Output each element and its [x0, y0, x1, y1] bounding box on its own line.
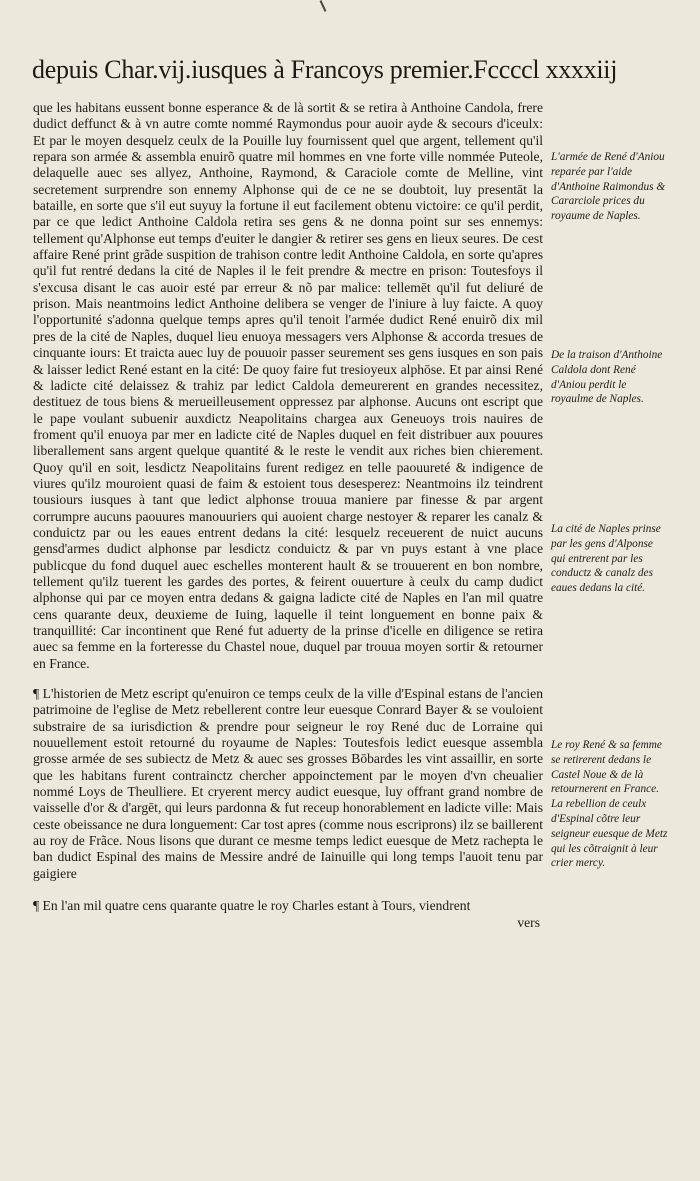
main-text-column	[33, 100, 543, 931]
margin-mark	[320, 0, 327, 12]
side-note: Le roy René & sa femme se retirerent dedans le Castel Noue & de là retournerent en France. La rebellion de ceulx d'Espinal cõtre leur seigneur euesque de Metz qui les cõtraignit à leur crier mercy.	[551, 739, 668, 870]
catchword: vers	[517, 914, 540, 930]
paragraph: que les habitans eussent bonne esperance & de là sortit & se retira à Anthoine Candola, frere dudict deffunct & à vn autre comte nommé Raymondus pour auoir ayde & secours d'iceulx: Et par le moyen desquelz ceulx de la Pouille luy fournissent quel que argent, tellement qu'il repara son armée & assembla enuirõ quatre mil hommes en vne forte ville nommée Puteole, delaquelle auec ses allyez, Anthoine, Raymond, & Caraciole comte de Melline, vint secretement surprendre son ennemy Alphonse qui de ce ne se doubtoit, luy presentāt la bataille, en sorte que s'il eut suyuy la fortune il eut facilement obtenu victoire: ce qu'il perdit, par ce que ledict Anthoine Caldola retira ses gens & ne donna point sur ses ennemys: tellement qu'Alphonse eut temps d'euiter le dangier & retirer ses gens en lieux seures. De cest affaire René print grãde suspition de trahison contre ledit Anthoine Caldola, en sorte qu'apres qu'il fut rentré dedans la cité de Naples il le feit prendre & mectre en prison: Toutesfoys il s'excusa disant le cas auoir esté par erreur & nõ par malice: tellemēt qu'il fut deliuré de prison. Mais neantmoins ledict Anthoine delibera se venger de l'iniure à luy faicte. A quoy l'opportunité s'adonna quelque temps apres qu'il tenoit l'armée dudict René enuirõ dix mil pres de la cité de Naples, duquel lieu enuoya messagers vers Alphonse & accorda tresues de cinquante iours: Et traicta auec luy de pouuoir passer seurement ses gens iusques en son pais & laisser ledict René estant en la cité: De quoy faire fut tresioyeux alphōse. Et par ainsi René & ladicte cité delaissez & trahiz par ledict Caldola demeurerent en grandes necessitez, destituez de tous biens & merueilleusement oppressez par alphonse. Aucuns ont escript que le pape voulant subuenir auxdictz Neapolitains chargea aux Geneuoys trois nauires de froment qu'il enuoya par mer en ladicte cité de Naples duquel en feit distribuer aux pouures liberallement sans argent quelque quantité & le reste le vendit aux riches bien chierement. Quoy qu'il en soit, lesdictz Neapolitains furent redigez en telle paouureté & indigence de viures qu'ilz mouroient quasi de faim & estoient tous desesperez: Neantmoins ilz teindrent tousiours iusques à tant que ledict alphonse trouua maniere par finesse & par argent corrumpre aucuns paouures manouuriers qui auoient charge nestoyer & reparer les canalz & conduictz par ou les eaues entrent dedans la cité: lesquelz receuerent de nuict aucuns gensd'armes dudict alphonse par lesdictz conduictz & par vn puys estant à vne place publicque du fond duquel auec eschelles monterent hault & se trouuerent en bon nombre, tellement qu'ilz tuerent les gardes des portes, & feirent ouuerture à ceulx du camp dudict alphonse qui par ce moyen entra dedans & gaigna ladicte cité de Naples en l'an mil quatre cens quarante deux, deuxieme de Iuing, laquelle il teint longuement en bonne paix & tranquillité: Car incontinent que René fut aduerty de la prinse d'icelle en diligence se retira auec sa femme en la forteresse du Chastel noue, duquel par trouua moyen sortir & retourner en France.	[33, 100, 543, 671]
side-note: L'armée de René d'Aniou reparée par l'aide d'Anthoine Raimondus & Cararciole prices du royaume de Naples.	[551, 151, 666, 223]
side-note: La cité de Naples prinse par les gens d'Alponse qui entrerent par les conductz & canalz des eaues dedans la cité.	[551, 523, 661, 595]
running-head: depuis Char.vij.iusques à Francoys premier.Fccccl xxxxiij	[32, 55, 618, 84]
paragraph: ¶ L'historien de Metz escript qu'enuiron ce temps ceulx de la ville d'Espinal estans de l'ancien patrimoine de l'eglise de Metz rebellerent contre leur euesque Conrard Bayer & se vouloient substraire de sa iurisdiction & prendre pour seigneur le roy René duc de Lorraine qui nouuellement estoit retourné du royaume de Naples: Toutesfois ledict euesque assembla grosse armée de ses subiectz de Metz & auec ses grosses Bōbardes les vint assaillir, en sorte que les habitans furent contrainctz chercher appoinctement par le moyen d'vn cheualier nommé Loys de Theulliere. Et cryerent mercy audict euesque, luy offrant grand nombre de vaisselle d'or & d'argēt, qui leurs pardonna & fut receup honorablement en ladicte ville: Mais ceste obeissance ne dura longuement: Car tost apres (comme nous escriprons) ilz se baillerent au roy de Frãce. Nous lisons que durant ce mesme temps ledict euesque de Metz rachepta le ban dudict Espinal des mains de Messire andré de Iainuille qui long temps l'auoit tenu par gaigiere	[33, 686, 543, 881]
paragraph: ¶ En l'an mil quatre cens quarante quatre le roy Charles estant à Tours, viendrent	[33, 898, 471, 914]
side-note: De la traison d'Anthoine Caldola dont René d'Aniou perdit le royaulme de Naples.	[551, 349, 663, 406]
